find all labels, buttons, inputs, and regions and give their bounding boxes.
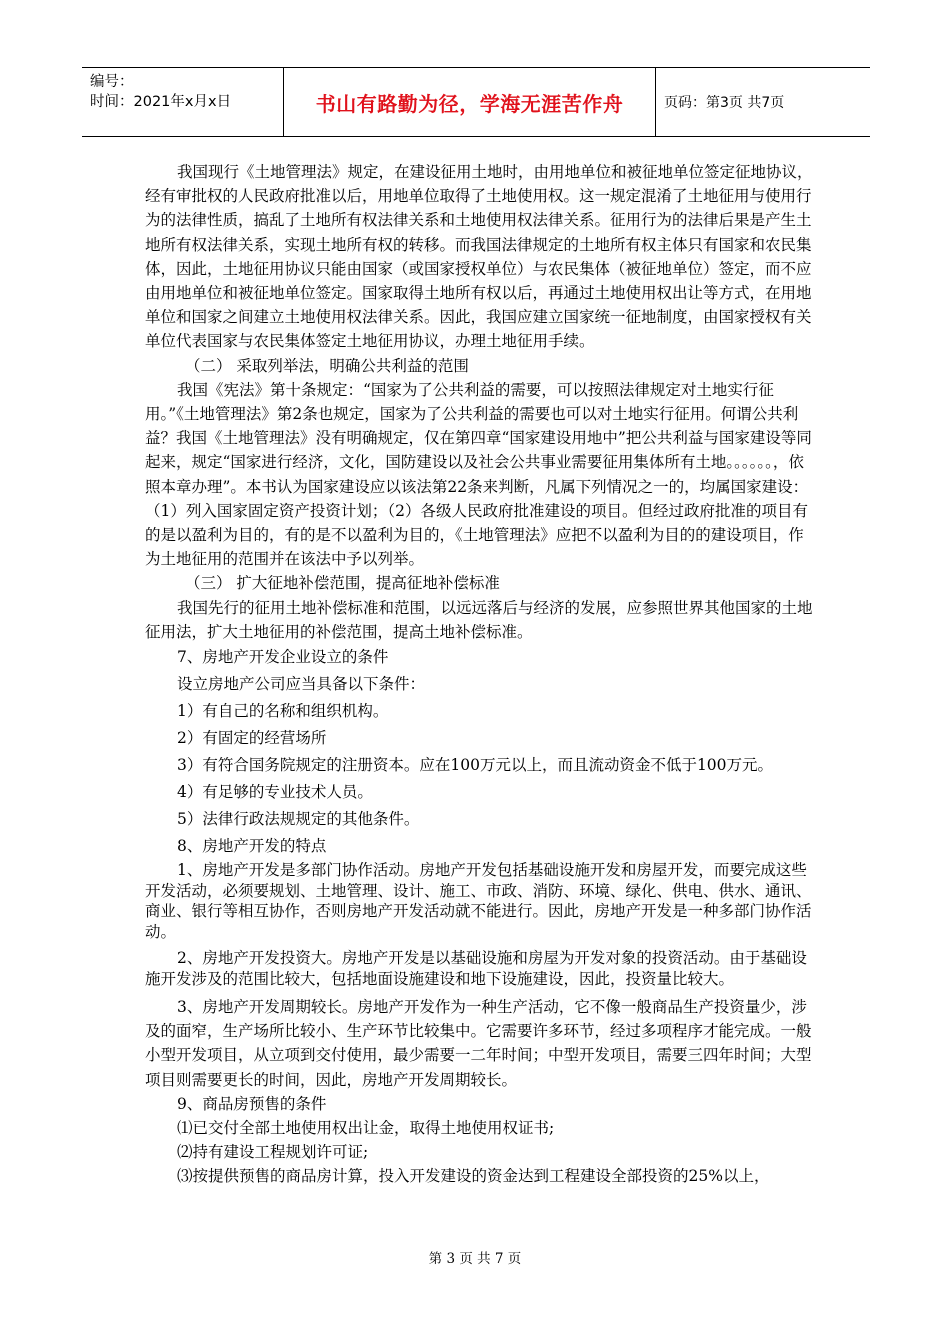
list-item: ⑵持有建设工程规划许可证; [177, 1143, 369, 1162]
heading-company-conditions: 7、房地产开发企业设立的条件 [177, 648, 389, 667]
header-page-info: 页码：第3页 共7页 [664, 95, 785, 111]
page-footer: 第 3 页 共 7 页 [428, 1251, 522, 1267]
paragraph-land-expropriation: 我国现行《土地管理法》规定，在建设征用土地时，由用地单位和被征地单位签定征地协议，经有审批权的人民政府批准以后，用地单位取得了土地使用权。这一规定混淆了土地征用与使用行为的法律性质，搞乱了土地所有权法律关系和土地使用权法律关系。征用行为的法律后果是产生土地所有权法律关系，实现土地所有权的转移。而我国法律规定的土地所有权主体只有国家和农民集体，因此，土地征用协议只能由国家（或国家授权单位）与农民集体（被征地单位）签定，而不应由用地单位和被征地单位签定。国家取得土地所有权以后，再通过土地使用权出让等方式，在用地单位和国家之间建立土地使用权法律关系。因此，我国应建立国家统一征地制度，由国家授权有关单位代表国家与农民集体签定土地征用协议，办理土地征用手续。 [145, 163, 813, 351]
list-item: 2）有固定的经营场所 [177, 729, 327, 748]
feature-paragraph: 1、房地产开发是多部门协作活动。房地产开发包括基础设施开发和房屋开发，而要完成这些开发活动，必须要规划、土地管理、设计、施工、市政、消防、环境、绿化、供电、供水、通讯、商业、银行等相互协作，否则房地产开发活动就不能进行。因此，房地产开发是一种多部门协作活动。 [145, 861, 812, 941]
document-body [145, 160, 815, 1189]
list-item: ⑴已交付全部土地使用权出让金，取得土地使用权证书; [177, 1119, 555, 1138]
list-item: ⑶按提供预售的商品房计算，投入开发建设的资金达到工程建设全部投资的25%以上， [177, 1167, 770, 1186]
document-number-label: 编号： [90, 74, 134, 90]
list-item: 3）有符合国务院规定的注册资本。应在100万元以上，而且流动资金不低于100万元。 [177, 756, 774, 775]
list-item: 4）有足够的专业技术人员。 [177, 783, 373, 802]
list-item: 5）法律行政法规规定的其他条件。 [177, 810, 420, 829]
page-header [82, 67, 870, 137]
header-motto: 书山有路勤为径，学海无涯苦作舟 [284, 68, 656, 136]
section-heading-compensation: （三） 扩大征地补偿范围，提高征地补偿标准 [185, 574, 500, 593]
list-item: 1）有自己的名称和组织机构。 [177, 702, 389, 721]
paragraph-public-interest: 我国《宪法》第十条规定：“国家为了公共利益的需要，可以按照法律规定对土地实行征用。”《土地管理法》第2条也规定，国家为了公共利益的需要也可以对土地实行征用。何谓公共利益？我国《土地管理法》没有明确规定，仅在第四章“国家建设用地中”把公共利益与国家建设等同起来，规定“国家进行经济，文化，国防建设以及社会公共事业需要征用集体所有土地。。。。。。，依照本章办理”。本书认为国家建设应以该法第22条来判断，凡属下列情况之一的，均属国家建设：（1）列入国家固定资产投资计划；（2）各级人民政府批准建设的项目。但经过政府批准的项目有的是以盈利为目的，有的是不以盈利为目的，《土地管理法》应把不以盈利为目的的建设项目，作为土地征用的范围并在该法中予以列举。 [145, 380, 812, 569]
feature-paragraph: 2、房地产开发投资大。房地产开发是以基础设施和房屋为开发对象的投资活动。由于基础设施开发涉及的范围比较大，包括地面设施建设和地下设施建设，因此，投资量比较大。 [145, 949, 807, 988]
heading-presale-conditions: 9、商品房预售的条件 [177, 1094, 327, 1113]
heading-development-features: 8、房地产开发的特点 [177, 837, 327, 856]
header-meta [82, 68, 284, 136]
feature-paragraph: 3、房地产开发周期较长。房地产开发作为一种生产活动，它不像一般商品生产投资量少，涉及的面窄，生产场所比较小、生产环节比较集中。它需要许多环节，经过多项程序才能完成。一般小型开发项目，从立项到交付使用，最少需要一二年时间；中型开发项目，需要三四年时间；大型项目则需要更长的时间，因此，房地产开发周期较长。 [145, 998, 812, 1089]
list-intro: 设立房地产公司应当具备以下条件： [177, 675, 426, 694]
paragraph-compensation: 我国先行的征用土地补偿标准和范围，以远远落后与经济的发展，应参照世界其他国家的土地征用法，扩大土地征用的补偿范围，提高土地补偿标准。 [145, 598, 813, 641]
section-heading-public-interest: （二） 采取列举法，明确公共利益的范围 [185, 356, 469, 375]
document-date: 时间：2021年x月x日 [90, 94, 232, 110]
